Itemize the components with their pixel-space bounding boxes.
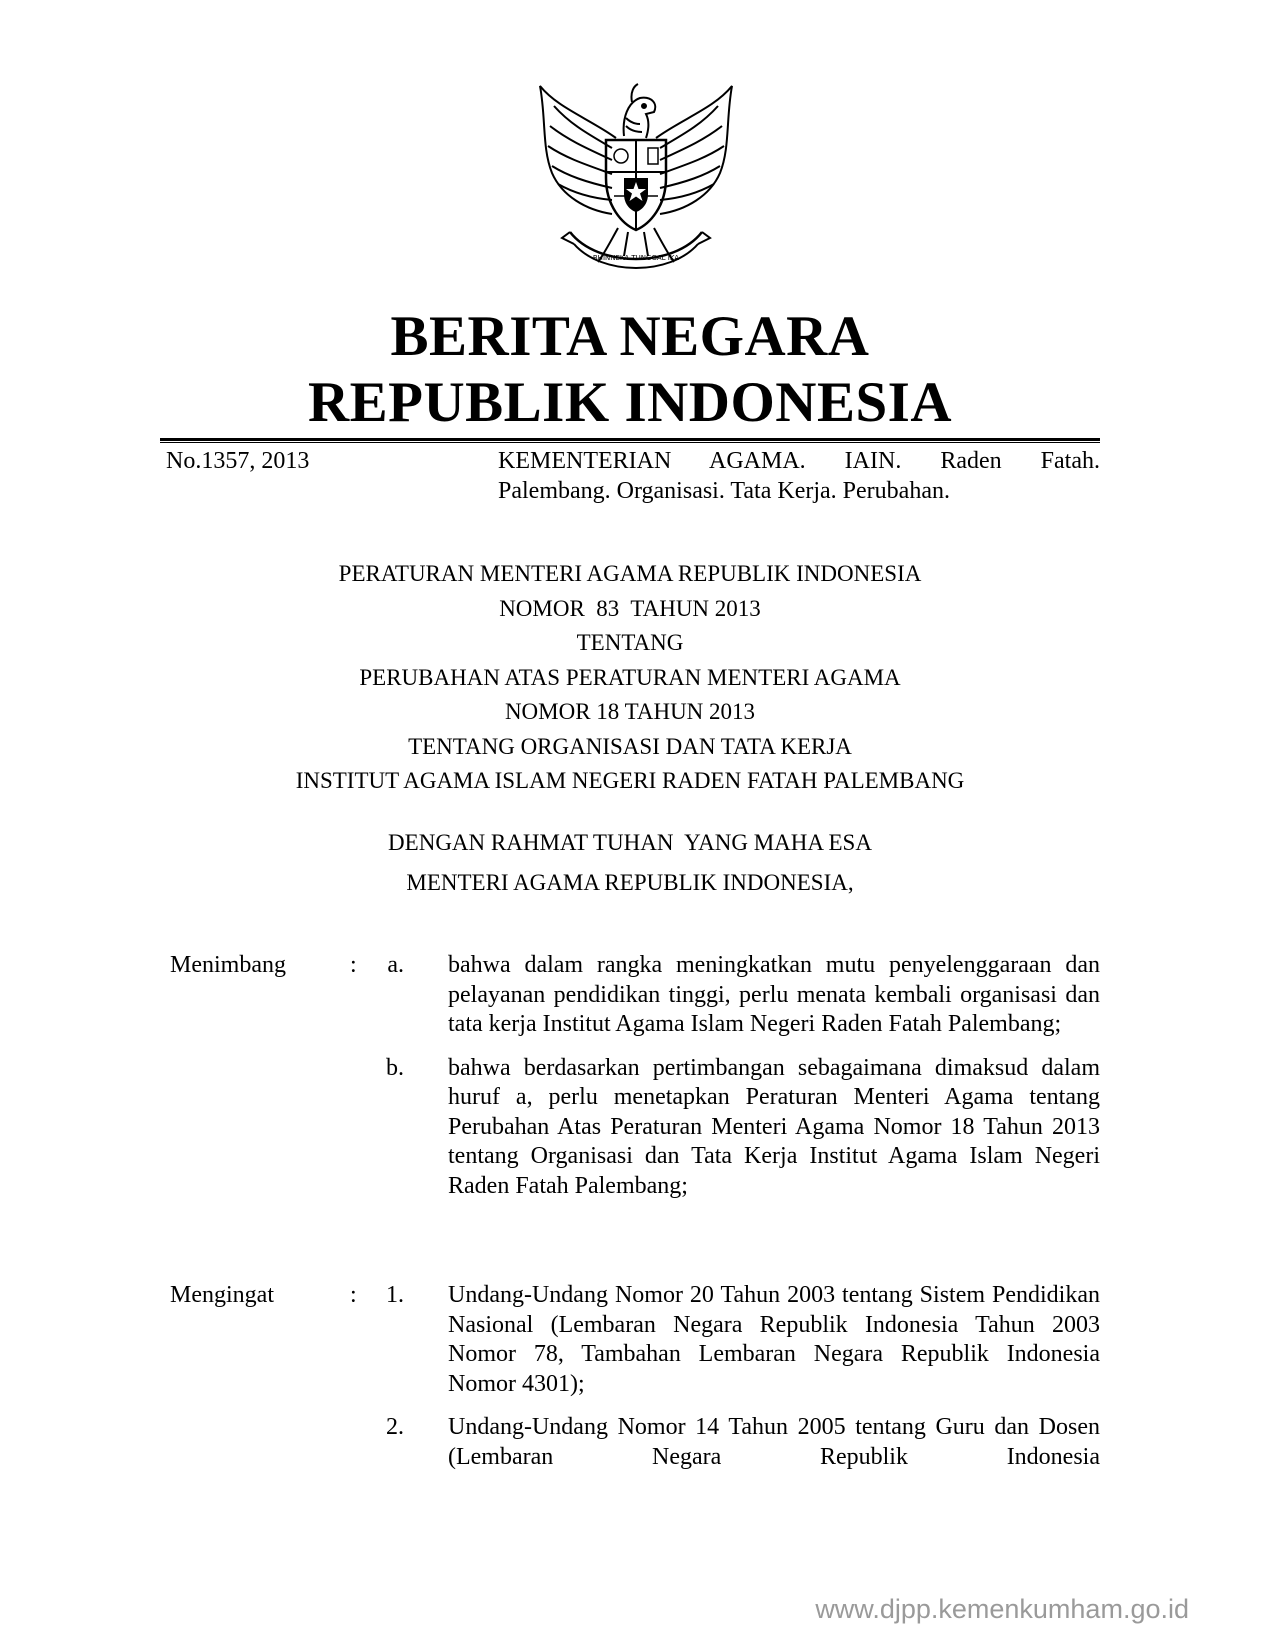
garuda-emblem-icon — [528, 78, 744, 278]
topic-line: Palembang. Organisasi. Tata Kerja. Perubahan. — [498, 478, 950, 504]
title-line: INSTITUT AGAMA ISLAM NEGERI RADEN FATAH PALEMBANG — [295, 768, 965, 793]
masthead-rule-thick — [160, 438, 1100, 441]
masthead-rule-thin — [160, 442, 1100, 443]
emblem-motto: BHINNEKA TUNGGAL IKA — [592, 254, 680, 262]
list-item — [170, 951, 1100, 1040]
greeting-line: MENTERI AGAMA REPUBLIK INDONESIA, — [406, 869, 854, 895]
item-marker: 1. — [386, 1282, 404, 1308]
preamble-greeting — [160, 826, 1100, 900]
gazette-topic — [498, 446, 1100, 506]
gazette-number: No.1357, 2013 — [166, 448, 310, 474]
greeting-line: DENGAN RAHMAT TUHAN YANG MAHA ESA — [388, 830, 872, 855]
title-line: TENTANG ORGANISASI DAN TATA KERJA — [408, 733, 852, 759]
title-line: NOMOR 18 TAHUN 2013 — [504, 699, 756, 724]
menimbang-section — [170, 951, 1100, 1201]
section-colon: : — [350, 1282, 357, 1308]
list-item — [170, 1054, 1100, 1202]
item-text: bahwa dalam rangka meningkatkan mutu penyelenggaraan dan pelayanan pendidikan tinggi, perlu menata kembali organisasi dan tata kerja Institut Agama Islam Negeri Raden Fatah Palembang; — [448, 952, 1100, 1037]
title-line: TENTANG — [576, 630, 684, 655]
title-line: PERATURAN MENTERI AGAMA REPUBLIK INDONESIA — [338, 561, 922, 586]
item-marker: b. — [386, 1054, 404, 1081]
regulation-title — [160, 557, 1100, 799]
list-item — [170, 1413, 1100, 1472]
website-watermark: www.djpp.kemenkumham.go.id — [815, 1594, 1189, 1624]
item-text: Undang-Undang Nomor 14 Tahun 2005 tentang Guru dan Dosen (Lembaran Negara Republik Indonesia — [448, 1414, 1100, 1470]
list-item — [170, 1281, 1100, 1399]
mengingat-section — [170, 1281, 1100, 1472]
item-marker: a. — [387, 952, 404, 978]
item-text: Undang-Undang Nomor 20 Tahun 2003 tentang Sistem Pendidikan Nasional (Lembaran Negara Republik Indonesia Tahun 2003 Nomor 78, Tambahan Lembaran Negara Republik Indonesia Nomor 4301); — [448, 1282, 1100, 1397]
section-colon: : — [350, 952, 357, 978]
item-marker: 2. — [386, 1414, 404, 1440]
topic-line: KEMENTERIAN AGAMA. IAIN. Raden Fatah. — [498, 448, 1100, 474]
section-label: Menimbang — [170, 952, 286, 978]
title-line: NOMOR 83 TAHUN 2013 — [499, 595, 761, 621]
masthead-title: BERITA NEGARA — [390, 305, 870, 368]
title-line: PERUBAHAN ATAS PERATURAN MENTERI AGAMA — [359, 664, 901, 690]
item-text: bahwa berdasarkan pertimbangan sebagaimana dimaksud dalam huruf a, perlu menetapkan Peraturan Menteri Agama tentang Perubahan Atas Peraturan Menteri Agama Nomor 18 Tahun 2013 tentang Organisasi dan Tata Kerja Institut Agama Islam Negeri Raden Fatah Palembang; — [448, 1054, 1100, 1199]
masthead-subtitle: REPUBLIK INDONESIA — [307, 371, 953, 434]
section-label: Mengingat — [170, 1282, 274, 1308]
